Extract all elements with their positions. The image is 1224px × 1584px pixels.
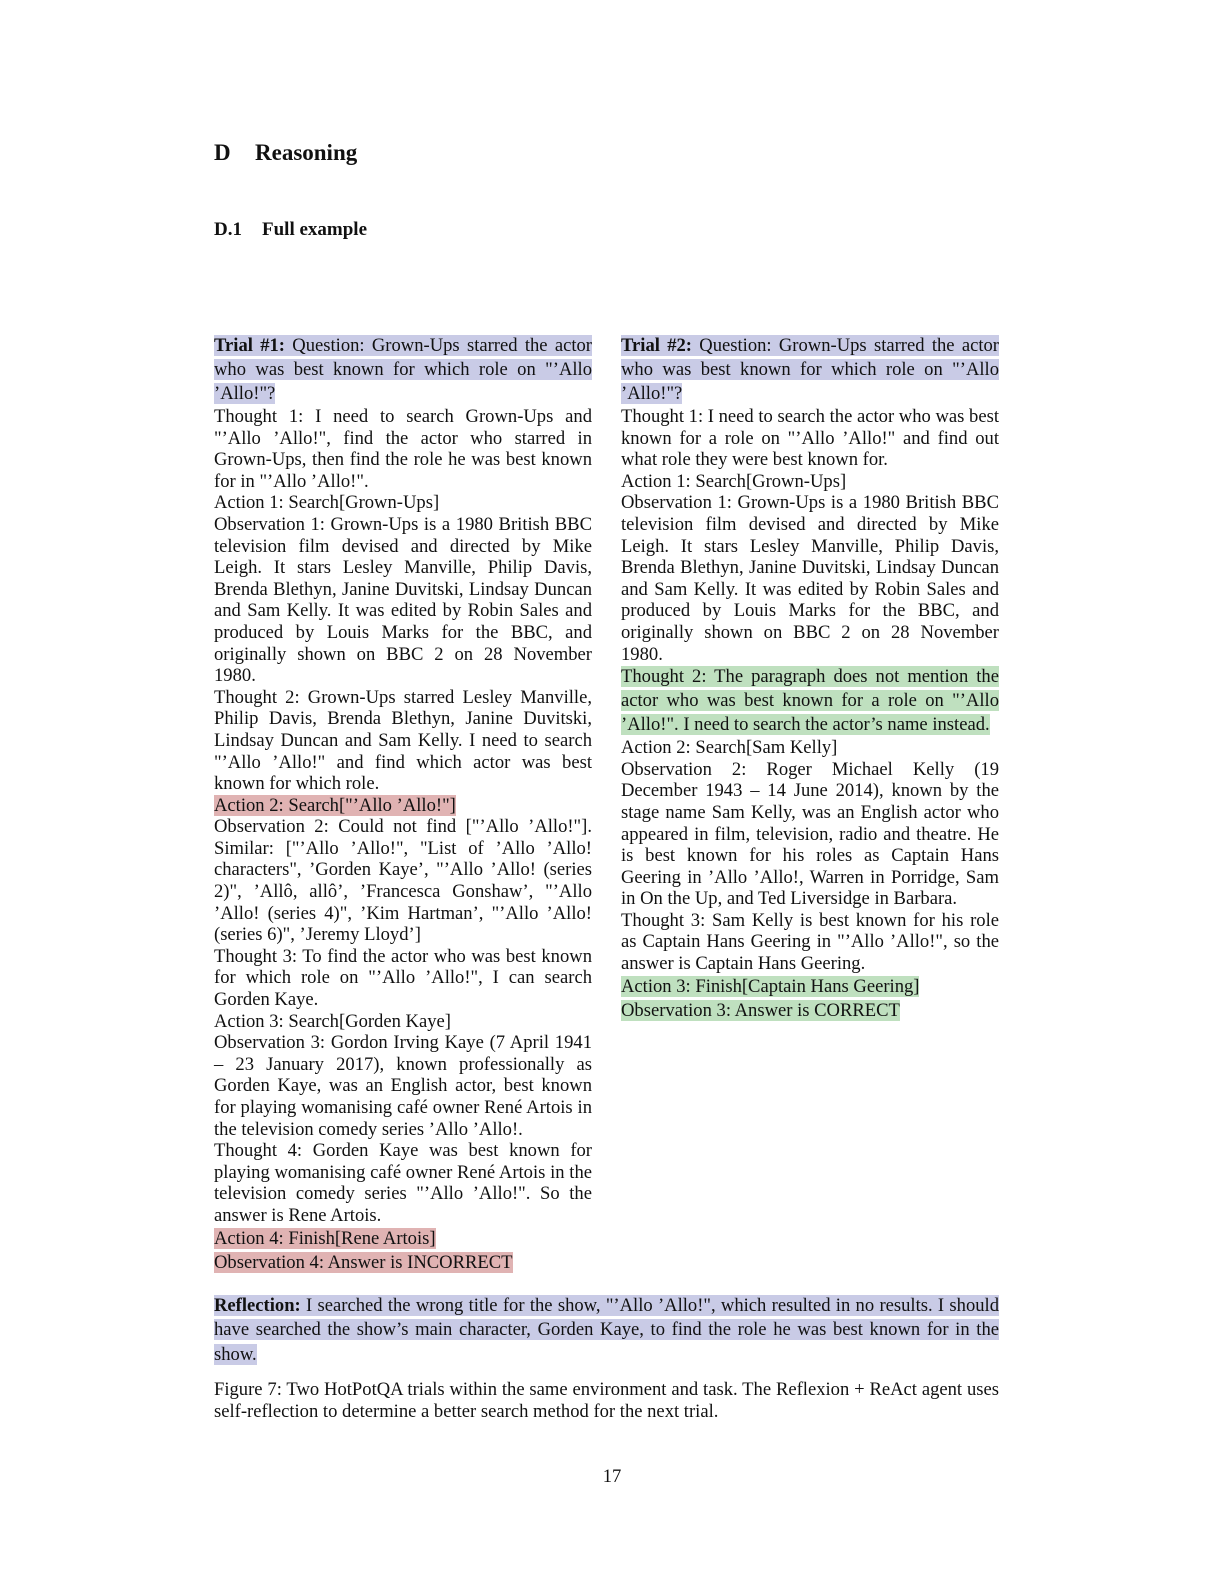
subsection-title (214, 219, 367, 241)
trial-1-action-3: Action 3: Search[Gorden Kaye] (214, 1010, 451, 1032)
trial-2-action-3: Action 3: Finish[Captain Hans Geering] (621, 975, 920, 997)
trial-1-observation-4: Observation 4: Answer is INCORRECT (214, 1251, 513, 1273)
trial-2-question: Question: Grown-Ups starred the actor who was best known for which role on "’Allo ’Allo!"? (621, 335, 999, 404)
trial-2-observation-3-block (621, 999, 999, 1023)
subsection-title-text: Full example (262, 219, 368, 240)
trial-1-observation-4-block (214, 1251, 592, 1275)
reflection-paragraph (214, 1294, 999, 1367)
trial-1-thought-1: Thought 1: I need to search Grown-Ups and "’Allo ’Allo!", find the actor who starred in Grown-Ups, then find the role he was best known for in "’Allo ’Allo!". (214, 406, 592, 492)
trial-2-action-1: Action 1: Search[Grown-Ups] (621, 470, 847, 492)
trial-2-thought-3: Thought 3: Sam Kelly is best known for his role as Captain Hans Geering in "’Allo ’Allo!", so the answer is Captain Hans Geering. (621, 909, 999, 975)
trial-1-column (214, 334, 592, 1275)
trial-1-action-2: Action 2: Search["’Allo ’Allo!"] (214, 794, 456, 816)
section-title (214, 140, 357, 166)
trial-2-question-highlight (621, 335, 999, 404)
section-number: D (214, 140, 231, 165)
reflection-label: Reflection: (214, 1295, 301, 1316)
figure-caption (214, 1379, 999, 1422)
trial-1-action-4-block (214, 1227, 592, 1251)
section-title-text: Reasoning (255, 140, 358, 165)
reflection-highlight (214, 1295, 999, 1365)
trial-2-column (621, 334, 999, 1023)
trial-1-action-2-block (214, 795, 592, 817)
trial-2-thought-2: Thought 2: The paragraph does not mention the actor who was best known for a role on "’Allo ’Allo!". I need to search the actor’s name instead. (621, 666, 999, 736)
trial-1-action-1: Action 1: Search[Grown-Ups] (214, 492, 440, 514)
trial-2-thought-1: Thought 1: I need to search the actor who was best known for a role on "’Allo ’Allo!" and find out what role they were best known for. (621, 406, 999, 471)
trial-2-observation-2: Observation 2: Roger Michael Kelly (19 December 1943 – 14 June 2014), known by the stage name Sam Kelly, was an English actor who appeared in film, television, radio and theatre. He is best known for his roles as Captain Hans Geering in ’Allo ’Allo!, Warren in Porridge, Sam in On the Up, and Ted Liversidge in Barbara. (621, 758, 999, 910)
trial-2-question-block (621, 334, 999, 406)
page-number: 17 (602, 1466, 622, 1487)
reflection-block (214, 1294, 999, 1367)
trial-1-question: Question: Grown-Ups starred the actor who was best known for which role on "’Allo ’Allo!"? (214, 335, 592, 404)
trial-1-observation-3: Observation 3: Gordon Irving Kaye (7 April 1941 – 23 January 2017), known professionally as Gorden Kaye, was an English actor, best known for playing womanising café owner René Artois in the television comedy series ’Allo ’Allo!. (214, 1032, 592, 1140)
trial-2-observation-3: Observation 3: Answer is CORRECT (621, 999, 900, 1021)
figure-caption-text: Figure 7: Two HotPotQA trials within the same environment and task. The Reflexion + ReAct agent uses self-reflection to determine a better search method for the next trial. (214, 1379, 999, 1422)
reflection-text: I searched the wrong title for the show, "’Allo ’Allo!", which resulted in no results. I should have searched the show’s main character, Gorden Kaye, to find the role he was best known for in the show. (214, 1295, 999, 1365)
trial-1-action-4: Action 4: Finish[Rene Artois] (214, 1227, 436, 1249)
trial-1-thought-2: Thought 2: Grown-Ups starred Lesley Manville, Philip Davis, Brenda Blethyn, Janine Duvitski, Lindsay Duncan and Sam Kelly. I need to search "’Allo ’Allo!" and find which actor was best known for which role. (214, 686, 592, 795)
trial-1-thought-4: Thought 4: Gorden Kaye was best known for playing womanising café owner René Artois in the television comedy series "’Allo ’Allo!". So the answer is Rene Artois. (214, 1140, 592, 1226)
trial-2-label: Trial #2: (621, 335, 692, 356)
trial-1-observation-2: Observation 2: Could not find ["’Allo ’Allo!"]. Similar: ["’Allo ’Allo!", "List of ’Allo ’Allo! characters", ’Gorden Kaye’, "’Allo ’Allo! (series 2)", ’Allô, allô’, ’Francesca Gonshaw’, "’Allo ’Allo! (series 4)", ’Kim Hartman’, "’Allo ’Allo! (series 6)", ’Jeremy Lloyd’] (214, 816, 592, 946)
trial-2-action-2: Action 2: Search[Sam Kelly] (621, 737, 838, 759)
trial-1-question-highlight (214, 335, 592, 404)
trial-2-observation-1: Observation 1: Grown-Ups is a 1980 British BBC television film devised and directed by Mike Leigh. It stars Lesley Manville, Philip Davis, Brenda Blethyn, Janine Duvitski, Lindsay Duncan and Sam Kelly. It was edited by Robin Sales and produced by Louis Marks for the BBC, and originally shown on BBC 2 on 28 November 1980. (621, 492, 999, 665)
trial-2-action-3-block (621, 975, 999, 999)
trial-1-thought-3: Thought 3: To find the actor who was best known for which role on "’Allo ’Allo!", I can search Gorden Kaye. (214, 945, 592, 1011)
trial-1-observation-1: Observation 1: Grown-Ups is a 1980 British BBC television film devised and directed by Mike Leigh. It stars Lesley Manville, Philip Davis, Brenda Blethyn, Janine Duvitski, Lindsay Duncan and Sam Kelly. It was edited by Robin Sales and produced by Louis Marks for the BBC, and originally shown on BBC 2 on 28 November 1980. (214, 513, 592, 687)
trial-1-question-block (214, 334, 592, 406)
subsection-number: D.1 (214, 219, 242, 240)
trial-1-label: Trial #1: (214, 335, 285, 356)
trial-2-thought-2-block (621, 665, 999, 737)
